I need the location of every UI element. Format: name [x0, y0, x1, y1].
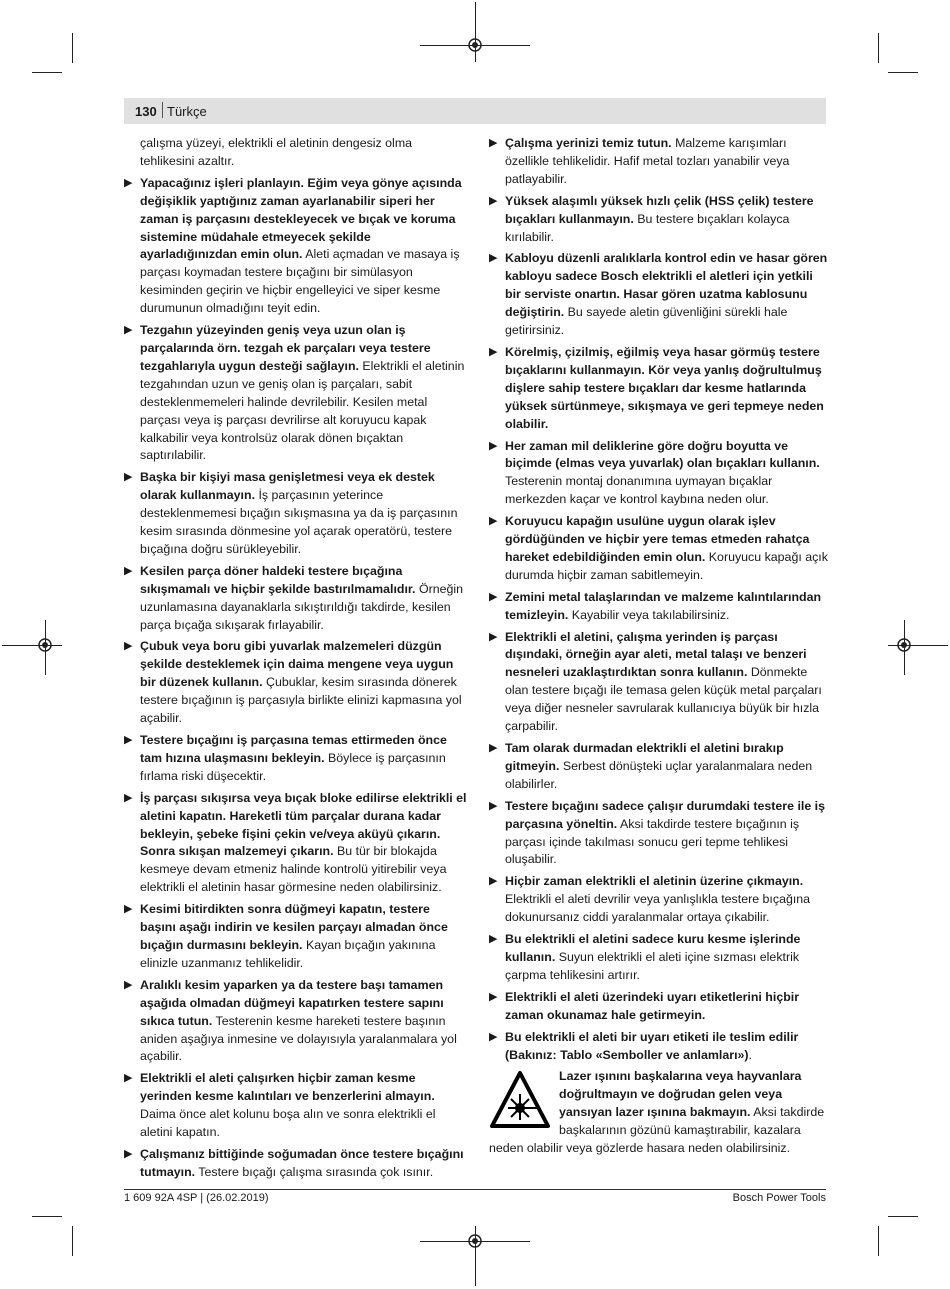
safety-item-bold: Yapacağınız işleri planlayın. Eğim veya gönye açısında değişiklik yaptığınız zaman ayarlanabilir siperi her zaman iş parçasını destekleyecek ve bıçak ve koruma sistemine müdahale etmeyecek şekilde ayarladığınızdan emin olun.	[140, 175, 462, 262]
safety-item-bold: Koruyucu kapağın usulüne uygun olarak işlev gördüğünden ve hiçbir yere temas etmeden rahatça hareket edebildiğinden emin olun.	[505, 514, 810, 564]
safety-item-bold: Her zaman mil deliklerine göre doğru boyutta ve biçimde (elmas veya yuvarlak) olan bıçakları kullanın.	[505, 438, 820, 471]
safety-item	[124, 977, 468, 1067]
bullet-arrow-icon: ▶	[489, 194, 498, 207]
safety-item	[124, 901, 468, 973]
bullet-arrow-icon: ▶	[124, 176, 133, 189]
safety-item-text: İş parçasının yeterince desteklenmemesi bıçağın sıkışmasına ya da iş parçasının kesim sırasında dönmesine yol açarak operatörü, testere bıçağına doğru sürükleyebilir.	[140, 488, 458, 556]
safety-item-bold: Körelmiş, çizilmiş, eğilmiş veya hasar görmüş testere bıçaklarını kullanmayın. Kör veya yanlış doğrultulmuş dişlere sahip testere bıçakları dar kesme hatlarında yüksek sürtünmeye, sıkışmaya ve geri tepmeye neden olabilir.	[505, 344, 824, 431]
safety-item	[489, 438, 829, 510]
laser-warning-bold: Lazer ışınını başkalarına veya hayvanlara doğrultmayın ve doğrudan gelen veya yansıyan lazer ışınına bakmayın.	[559, 1069, 802, 1120]
safety-item-bold: Kesilen parça döner haldeki testere bıçağına sıkışmamalı ve hiçbir şekilde bastırılmamalıdır.	[140, 563, 416, 596]
safety-item	[489, 344, 829, 434]
safety-item	[489, 513, 829, 585]
registration-mark-icon	[468, 38, 482, 52]
safety-item-bold: Testere bıçağını sadece çalışır durumdaki testere ile iş parçasına yöneltin.	[505, 798, 826, 831]
safety-item-bold: Başka bir kişiyi masa genişletmesi veya ek destek olarak kullanmayın.	[140, 470, 435, 503]
footer-rule	[124, 1189, 826, 1190]
footer-brand: Bosch Power Tools	[732, 1192, 826, 1204]
crop-mark	[32, 1216, 62, 1217]
right-column	[489, 135, 829, 1158]
registration-mark-icon	[897, 638, 911, 652]
safety-item-text: Çubuklar, kesim sırasında dönerek testere bıçağının iş parçasıyla birlikte elinizi kapmasına yol açabilir.	[140, 675, 462, 726]
safety-item-text: .	[748, 1047, 752, 1062]
left-column	[124, 135, 468, 1186]
safety-item-text: Kayan bıçağın yakınına elinizle uzanmanız tehlikelidir.	[140, 937, 436, 970]
registration-mark-icon	[468, 1234, 482, 1248]
header-divider	[162, 102, 163, 118]
bullet-arrow-icon: ▶	[489, 630, 498, 643]
safety-item-bold: Yüksek alaşımlı yüksek hızlı çelik (HSS çelik) testere bıçakları kullanmayın.	[505, 193, 814, 226]
safety-item-bold: Tam olarak durmadan elektrikli el aletini bırakıp gitmeyin.	[505, 741, 784, 773]
safety-item	[124, 638, 468, 728]
safety-item-text: Örneğin uzunlamasına dayanaklarla sıkıştırıldığı takdirde, kesilen parça bıçağa sıkışarak fırlayabilir.	[140, 581, 464, 632]
safety-item-text: Daima önce alet kolunu boşa alın ve sonra elektrikli el aletini kapatın.	[140, 1107, 436, 1140]
safety-item-text: Aleti açmadan ve masaya iş parçası koymadan testere bıçağını bir simülasyon kesiminden geçirin ve hiçbir engelleyici ve siper kesme durumunun olmadığını teyit edin.	[140, 247, 460, 316]
bullet-arrow-icon: ▶	[489, 990, 498, 1003]
safety-item	[489, 589, 829, 625]
bullet-arrow-icon: ▶	[124, 1072, 133, 1085]
bullet-arrow-icon: ▶	[124, 324, 133, 337]
laser-warning-text: Aksi takdirde başkalarının gözünü kamaştırabilir, kazalara neden olabilir veya gözlerde hasara neden olabilirsiniz.	[489, 1105, 825, 1156]
safety-item-text: Aksi takdirde testere bıçağının iş parçası içinde takılması sonucu geri tepme tehlikesi oluşabilir.	[505, 816, 800, 867]
safety-item	[489, 135, 829, 189]
continuation-text: çalışma yüzeyi, elektrikli el aletinin dengesiz olma tehlikesini azaltır.	[140, 136, 413, 168]
safety-item	[124, 1070, 468, 1142]
safety-item-text: Testerenin montaj donanımına uymayan bıçaklar merkezden kaçar ve kontrol kaybına neden olur.	[505, 474, 773, 507]
bullet-arrow-icon: ▶	[124, 734, 133, 746]
bullet-arrow-icon: ▶	[124, 640, 133, 653]
safety-item	[489, 873, 829, 927]
safety-item-bold: İş parçası sıkışırsa veya bıçak bloke edilirse elektrikli el aletini kapatın. Hareketli tüm parçalar durana kadar bekleyin, şebeke fişini çekin ve/veya aküyü çıkarın. Sonra sıkışan malzemeyi çıkarın.	[140, 790, 467, 859]
safety-item-text: Koruyucu kapağı açık durumda hiçbir zaman sabitlemeyin.	[505, 549, 828, 582]
bullet-arrow-icon: ▶	[489, 590, 498, 603]
safety-item-bold: Zemini metal talaşlarından ve malzeme kalıntılarından temizleyin.	[505, 589, 822, 622]
bullet-arrow-icon: ▶	[489, 252, 498, 265]
safety-item-text: Elektrikli el aleti devrilir veya yanlışlıkla testere bıçağına dokunursanız ciddi yaralanmalar ortaya çıkabilir.	[505, 892, 811, 925]
safety-item-bold: Elektrikli el aletini, çalışma yerinden iş parçası dışındaki, örneğin ayar aleti, metal talaşı ve benzeri nesneleri uzaklaştırdıktan sonra kullanın.	[505, 629, 807, 680]
safety-item-text: Serbest dönüşteki uçlar yaralanmalara neden olabilirler.	[505, 758, 813, 791]
safety-item-text: Malzeme karışımları özellikle tehlikelidir. Hafif metal tozları yanabilir veya patlayabilir.	[505, 136, 790, 186]
bullet-arrow-icon: ▶	[489, 933, 498, 946]
safety-item-bold: Bu elektrikli el aletini sadece kuru kesme işlerinde kullanın.	[505, 932, 801, 964]
bullet-arrow-icon: ▶	[489, 1030, 498, 1043]
safety-item	[489, 193, 829, 247]
safety-item-bold: Hiçbir zaman elektrikli el aletinin üzerine çıkmayın.	[505, 874, 804, 889]
crop-mark	[72, 1226, 73, 1256]
bullet-arrow-icon: ▶	[124, 1147, 133, 1160]
safety-item	[124, 322, 468, 465]
safety-item	[489, 1029, 829, 1065]
bullet-arrow-icon: ▶	[124, 564, 133, 577]
safety-item-bold: Elektrikli el aleti çalışırken hiçbir zaman kesme yerinden kesme kalıntıları ve benzerlerini almayın.	[140, 1071, 435, 1104]
crop-mark	[32, 72, 62, 73]
safety-item	[489, 629, 829, 736]
crop-mark	[475, 2, 476, 62]
laser-warning-icon	[489, 1070, 551, 1130]
safety-item-text: Dönmekte olan testere bıçağı ile temasa gelen küçük metal parçaları veya diğer nesneler savrularak kullanıcıya büyük bir hızla çarpabilir.	[505, 665, 822, 734]
safety-item-text: Suyun elektrikli el aleti içine sızması elektrik çarpma tehlikesini artırır.	[505, 949, 800, 982]
bullet-arrow-icon: ▶	[489, 515, 498, 528]
page-language: Türkçe	[167, 104, 207, 119]
safety-item-bold: Çubuk veya boru gibi yuvarlak malzemeleri düzgün şekilde desteklemek için daima mengene veya uygun bir düzenek kullanın.	[140, 639, 454, 690]
safety-item-bold: Aralıklı kesim yaparken ya da testere başı tamamen aşağıda olmadan düğmeyi kapatırken testere sapını sıkıca tutun.	[140, 977, 444, 1028]
bullet-arrow-icon: ▶	[489, 137, 498, 149]
bullet-arrow-icon: ▶	[124, 791, 133, 804]
crop-mark	[888, 72, 918, 73]
page-number: 130	[135, 104, 157, 119]
bullet-arrow-icon: ▶	[489, 345, 498, 358]
safety-item-text: Bu testere bıçakları kolayca kırılabilir.	[505, 211, 790, 244]
crop-mark	[878, 1226, 879, 1256]
safety-item	[124, 732, 468, 786]
crop-mark	[888, 1216, 918, 1217]
safety-item	[489, 740, 829, 794]
safety-item-bold: Elektrikli el aleti üzerindeki uyarı etiketlerini hiçbir zaman okunamaz hale getirmeyin.	[505, 989, 800, 1022]
bullet-arrow-icon: ▶	[489, 875, 498, 888]
bullet-arrow-icon: ▶	[124, 903, 133, 916]
safety-item	[124, 175, 468, 318]
bullet-arrow-icon: ▶	[489, 799, 498, 812]
safety-item	[489, 798, 829, 870]
safety-item-text: Böylece iş parçasının fırlama riski düşecektir.	[140, 750, 446, 783]
safety-item	[489, 250, 829, 340]
bullet-arrow-icon: ▶	[124, 471, 133, 484]
safety-item-text: Kayabilir veya takılabilirsiniz.	[568, 607, 730, 622]
bullet-arrow-icon: ▶	[489, 742, 498, 754]
crop-mark	[2, 645, 62, 646]
safety-item-bold: Kabloyu düzenli aralıklarla kontrol edin ve hasar gören kabloyu sadece Bosch elektrikli el aletleri için yetkili bir serviste onartın. Hasar gören uzatma kablosunu değiştirin.	[505, 251, 828, 320]
safety-item-bold: Çalışmanız bittiğinde soğumadan önce testere bıçağını tutmayın.	[140, 1146, 464, 1179]
footer-doc-id: 1 609 92A 4SP | (26.02.2019)	[124, 1192, 269, 1204]
crop-mark	[878, 33, 879, 63]
crop-mark	[72, 33, 73, 63]
safety-item-text: Testerenin kesme hareketi testere başının aniden aşağıya inmesine ve dolayısıyla yaralanmalara yol açabilir.	[140, 1013, 457, 1064]
safety-item	[124, 563, 468, 635]
safety-item-bold: Kesimi bitirdikten sonra düğmeyi kapatın, testere başını aşağı indirin ve kesilen parçayı almadan önce bıçağın durmasını bekleyin.	[140, 902, 448, 952]
bullet-arrow-icon: ▶	[124, 978, 133, 991]
safety-item-text: Bu sayede aletin güvenliğini sürekli hale getirirsiniz.	[505, 305, 788, 338]
safety-item-text: Testere bıçağı çalışma sırasında çok ısınır.	[195, 1164, 434, 1179]
safety-item-text: Elektrikli el aletinin tezgahından uzun ve geniş olan iş parçaları, sabit desteklenmemeleri halinde devrilebilir. Kesilen metal parçası veya iş parçası devrilirse alt koruyucu kapak kalkabilir veya kontrolsüz olarak dönen bıçaktan saptırılabilir.	[140, 358, 465, 463]
safety-item-bold: Çalışma yerinizi temiz tutun.	[505, 136, 672, 150]
safety-item-bold: Tezgahın yüzeyinden geniş veya uzun olan iş parçalarında örn. tezgah ek parçaları veya testere tezgahlarıyla uygun desteği sağlayın.	[140, 323, 431, 373]
safety-item-bold: Bu elektrikli el aleti bir uyarı etiketi ile teslim edilir (Bakınız: Tablo «Semboller ve anlamları»)	[505, 1029, 799, 1062]
safety-item	[124, 469, 468, 559]
safety-item	[489, 989, 829, 1025]
safety-item-text: Bu tür bir blokajda kesmeye devam etmeniz halinde kontrolü yitirebilir veya elektrikli el aletinin hasar görmesine neden olabilirsiniz.	[140, 844, 447, 895]
safety-item-bold: Testere bıçağını iş parçasına temas ettirmeden önce tam hızına ulaşmasını bekleyin.	[140, 733, 447, 765]
registration-mark-icon	[38, 638, 52, 652]
safety-item	[124, 790, 468, 897]
safety-item	[489, 931, 829, 985]
safety-item	[124, 1146, 468, 1182]
bullet-arrow-icon: ▶	[489, 439, 498, 452]
laser-warning	[489, 1068, 829, 1158]
page-header-bar	[124, 98, 826, 124]
